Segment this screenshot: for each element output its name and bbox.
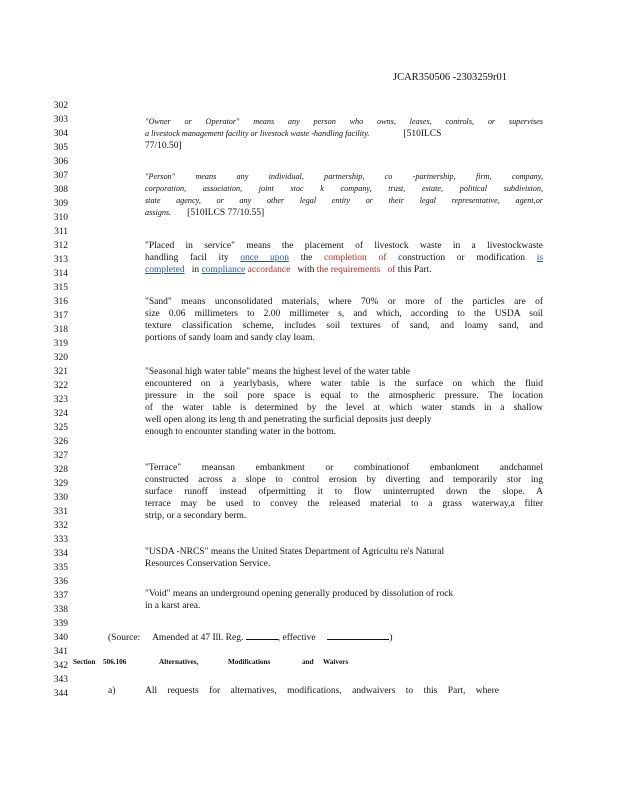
line-number: 329 [53,479,68,489]
line-number: 308 [53,185,68,195]
inserted-text: is [536,253,544,263]
section-number: 506.106 [103,658,127,666]
subsection-marker: a) [108,686,116,696]
line-number: 319 [53,339,68,349]
text-line-amended: completed in compliance accordance with the requirements of this Part. [145,265,432,275]
definition-void [145,588,543,612]
text-line: "Placed in service" means the placement of livestock waste in a livestockwaste [145,241,543,251]
line-number: 340 [53,633,68,643]
definition-sand [145,296,543,344]
definition-person [145,171,543,219]
deleted-text: completion [324,253,367,263]
line-number: 337 [53,591,68,601]
source-note: (Source: Amended at 47 Ill. Reg. , effective ) [108,630,393,643]
text-line: constructed across a slope to control erosion by diverting and temporarily stor ing [145,475,543,485]
line-number: 332 [53,521,68,531]
line-number: 310 [53,213,68,223]
line-number: 315 [53,283,68,293]
line-number: 309 [53,199,68,209]
blank-field [246,630,278,640]
line-number: 326 [53,437,68,447]
text-line: pressure in the soil pore space is equal to the atmospheric pressure. The location [145,391,543,401]
text-line: terrace may be used to convey the released material to a grass waterway,a filter [145,499,543,509]
deleted-text: the requirements [316,265,381,275]
text-line: in a karst area. [145,601,201,611]
line-number: 334 [53,549,68,559]
deleted-text: accordance [247,265,291,275]
definition-seasonal-high-water-table [145,366,543,438]
section-title-word: Modifications [228,658,271,666]
line-number: 316 [53,297,68,307]
definition-usda-nrcs [145,546,543,570]
line-number: 307 [53,171,68,181]
line-number: 338 [53,605,68,615]
line-number: 336 [53,577,68,587]
document-id: JCAR350506 -2303259r01 [393,72,508,83]
text-line: of the water table is determined by the level at which water stands in a shallow [145,403,543,413]
section-title-word: Waivers [323,658,349,666]
text-line: size 0.06 millimeters to 2.00 millimeter s, and which, according to the USDA soil [145,309,543,319]
line-number: 320 [53,353,68,363]
inserted-text: compliance [201,265,246,275]
line-number: 335 [53,563,68,573]
text-line: "Owner or Operator" means any person who owns, leases, controls, or supervises [145,117,543,126]
citation: [510ILCS [403,129,442,139]
line-number: 302 [53,101,68,111]
line-number: 344 [53,689,68,699]
text-line: assigns. [145,208,172,217]
line-number: 314 [53,269,68,279]
line-number: 339 [53,619,68,629]
text-line: texture classification scheme, includes soil textures of sand, and loamy sand, and [145,321,543,331]
blank-field [327,630,389,640]
text-line: corporation, association, joint stoc k company, trust, estate, political subdivision, [145,184,543,193]
definition-placed-in-service [145,240,543,276]
deleted-text: of [387,265,396,275]
line-number: 321 [53,367,68,377]
line-number: 313 [53,255,68,265]
subsection-text: All requests for alternatives, modifications, andwaivers to this Part, where [145,686,499,696]
line-number: 303 [53,115,68,125]
line-number: 328 [53,465,68,475]
section-title-word: and [302,658,314,666]
line-number: 306 [53,157,68,167]
text-line: state agency, or any other legal entity or their legal representative, agent,or [145,196,543,205]
definition-owner-or-operator [145,116,543,152]
inserted-text: once upon [240,253,289,263]
line-number: 343 [53,675,68,685]
text-line: encountered on a yearlybasis, where water table is the surface on which the fluid [145,379,543,389]
text-line: surface runoff instead ofpermitting it to flow uninterrupted down the slope. A [145,487,543,497]
line-number: 327 [53,451,68,461]
text-line: enough to encounter standing water in the bottom. [145,427,337,437]
line-number: 305 [53,143,68,153]
deleted-text: of [378,253,387,263]
inserted-text: completed [145,265,185,275]
text-line: portions of sandy loam and sandy clay loam. [145,333,315,343]
line-number: 322 [53,381,68,391]
section-title-word: Alternatives, [159,658,199,666]
line-number: 323 [53,395,68,405]
text-line: "Void" means an underground opening generally produced by dissolution of rock [145,589,454,599]
line-number: 304 [53,129,68,139]
citation: 77/10.50] [145,141,182,151]
text-line: well open along its leng th and penetrating the surficial deposits just deeply [145,415,432,425]
line-number: 318 [53,325,68,335]
text-line: "Person" means any individual, partnership, co -partnership, firm, company, [145,172,543,181]
text-line: Resources Conservation Service. [145,559,271,569]
line-number: 330 [53,493,68,503]
citation: [510ILCS 77/10.55] [187,208,265,218]
text-line: a livestock management facility or livestock waste -handling facility. [145,129,370,138]
text-line-amended: handling facil ity once upon the completion of construction or modification is [145,253,544,263]
line-number: 341 [53,647,68,657]
text-line: "Seasonal high water table" means the highest level of the water table [145,367,410,377]
line-number: 331 [53,507,68,517]
line-number: 312 [53,241,68,251]
line-number: 333 [53,535,68,545]
text-line: strip, or a secondary berm. [145,511,247,521]
line-number: 325 [53,423,68,433]
line-number: 311 [54,227,68,237]
line-number: 324 [53,409,68,419]
section-label: Section [73,658,96,666]
text-line: "Sand" means unconsolidated materials, where 70% or more of the particles are of [145,297,543,307]
definition-terrace [145,462,543,522]
text-line: "Terrace" meansan embankment or combinationof embankment andchannel [145,463,543,473]
text-line: "USDA -NRCS" means the United States Department of Agricultu re's Natural [145,547,445,557]
line-number: 317 [53,311,68,321]
line-number: 342 [53,661,68,671]
